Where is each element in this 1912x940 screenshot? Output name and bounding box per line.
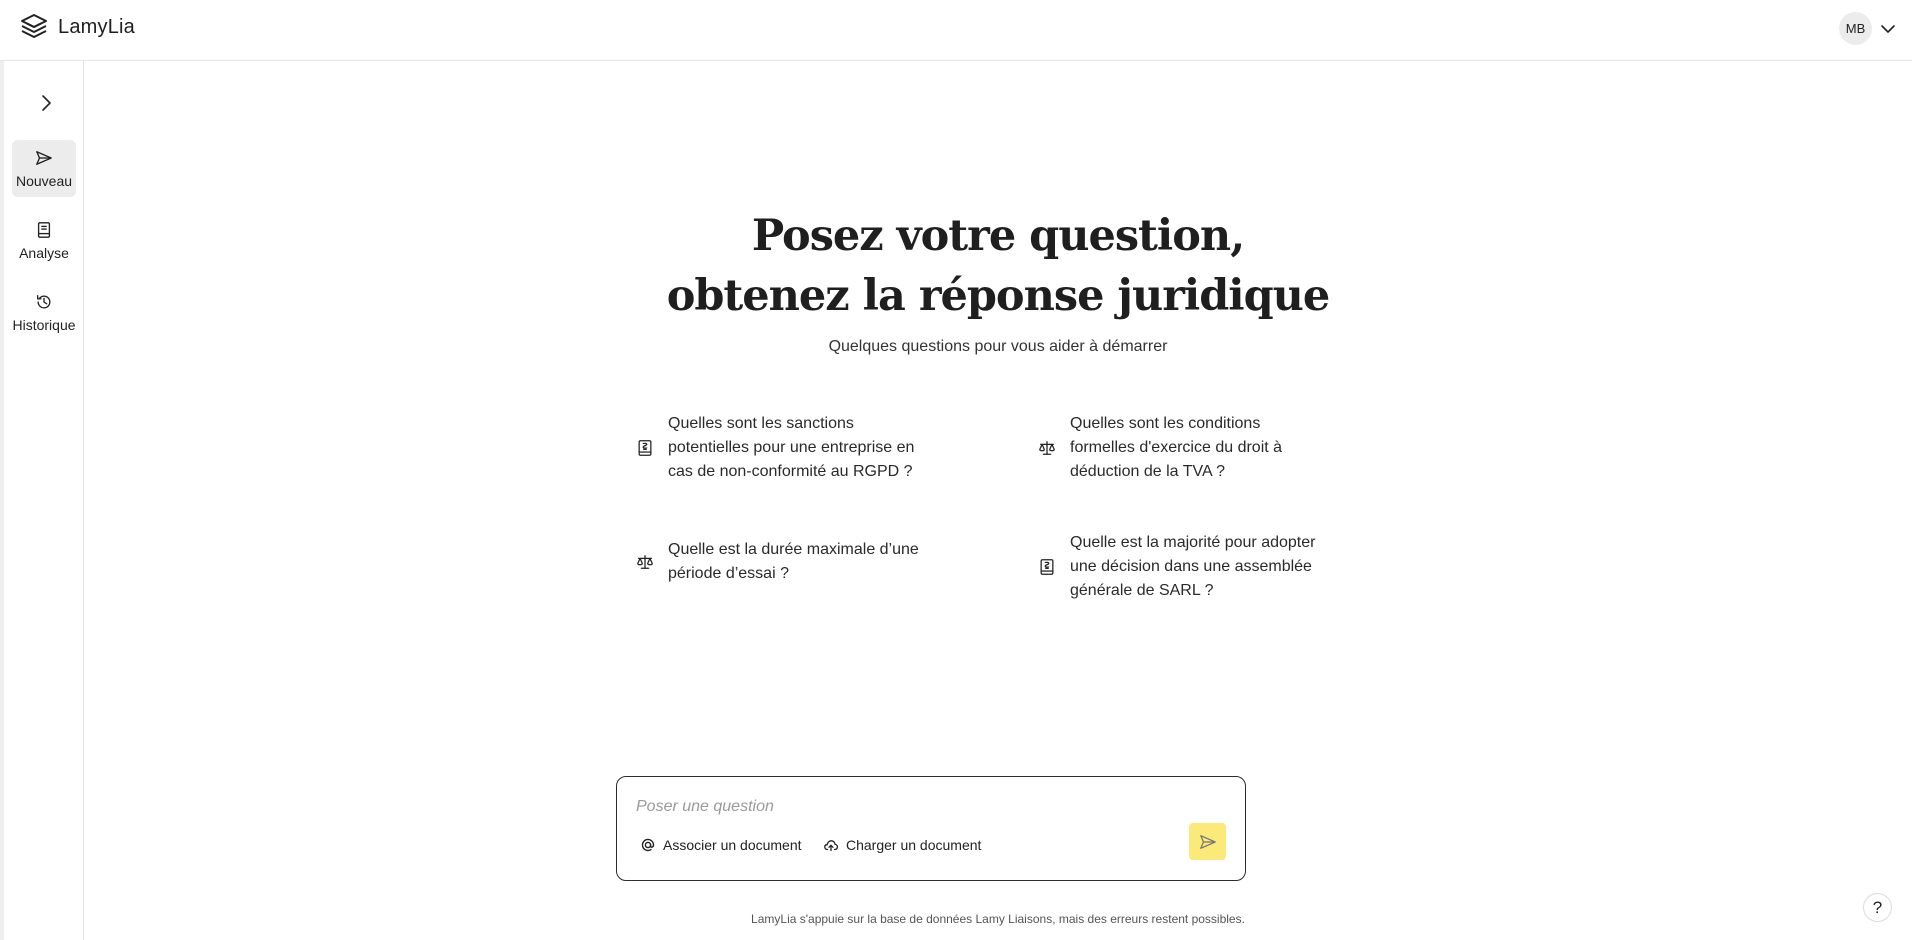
sidebar-item-analyse[interactable] <box>12 212 76 269</box>
page-subtitle: Quelques questions pour vous aider à démarrer <box>828 338 1168 355</box>
suggestion-text: Quelle est la majorité pour adopter une décision dans une assemblée générale de SARL ? <box>1070 534 1316 599</box>
sidebar-item-historique[interactable] <box>12 284 76 341</box>
app-name: LamyLia <box>58 15 135 38</box>
title-line-1: Posez votre question, <box>751 211 1245 261</box>
sidebar-item-label: Historique <box>12 316 76 333</box>
send-button[interactable] <box>1189 823 1226 860</box>
suggestion-card[interactable] <box>1038 412 1328 484</box>
cloud-upload-icon <box>823 837 839 853</box>
brand[interactable] <box>18 11 135 43</box>
send-icon <box>35 149 53 167</box>
upload-document-label: Charger un document <box>846 837 982 853</box>
at-sign-icon <box>640 837 656 853</box>
avatar[interactable]: MB <box>1839 12 1872 45</box>
suggestion-card[interactable] <box>636 538 936 586</box>
question-input[interactable] <box>636 796 1156 818</box>
suggestion-card[interactable] <box>636 412 936 484</box>
scales-icon <box>636 553 654 571</box>
chevron-down-icon[interactable] <box>1878 19 1898 39</box>
help-button[interactable]: ? <box>1863 893 1892 922</box>
suggestion-text: Quelles sont les sanctions potentielles pour une entreprise en cas de non-conformité au RGPD ? <box>668 415 915 480</box>
user-menu[interactable] <box>1839 12 1898 45</box>
law-book-icon <box>636 439 654 457</box>
sidebar-item-label: Analyse <box>19 244 69 261</box>
disclaimer-text: LamyLia s'appuie sur la base de données Lamy Liaisons, mais des erreurs restent possibles. <box>751 912 1245 926</box>
history-icon <box>35 293 53 311</box>
page-title <box>84 206 1912 326</box>
title-line-2: obtenez la réponse juridique <box>666 271 1330 321</box>
sidebar-item-nouveau[interactable] <box>12 140 76 197</box>
sidebar-item-label: Nouveau <box>15 172 73 189</box>
associate-document-label: Associer un document <box>663 837 802 853</box>
top-bar <box>0 0 1912 61</box>
scales-icon <box>1038 439 1056 457</box>
suggestion-card[interactable] <box>1038 531 1328 603</box>
question-composer <box>616 776 1246 881</box>
sidebar <box>0 61 84 940</box>
upload-document-button[interactable] <box>823 837 981 853</box>
send-icon <box>1199 833 1217 851</box>
law-book-icon <box>1038 558 1056 576</box>
chevron-right-icon[interactable] <box>34 91 58 115</box>
associate-document-button[interactable] <box>640 837 802 853</box>
book-icon <box>35 221 53 239</box>
suggestion-text: Quelle est la durée maximale d’une période d’essai ? <box>668 541 919 582</box>
layers-logo-icon <box>18 11 50 43</box>
suggestion-text: Quelles sont les conditions formelles d'exercice du droit à déduction de la TVA ? <box>1070 415 1283 480</box>
main-content <box>84 61 1912 940</box>
